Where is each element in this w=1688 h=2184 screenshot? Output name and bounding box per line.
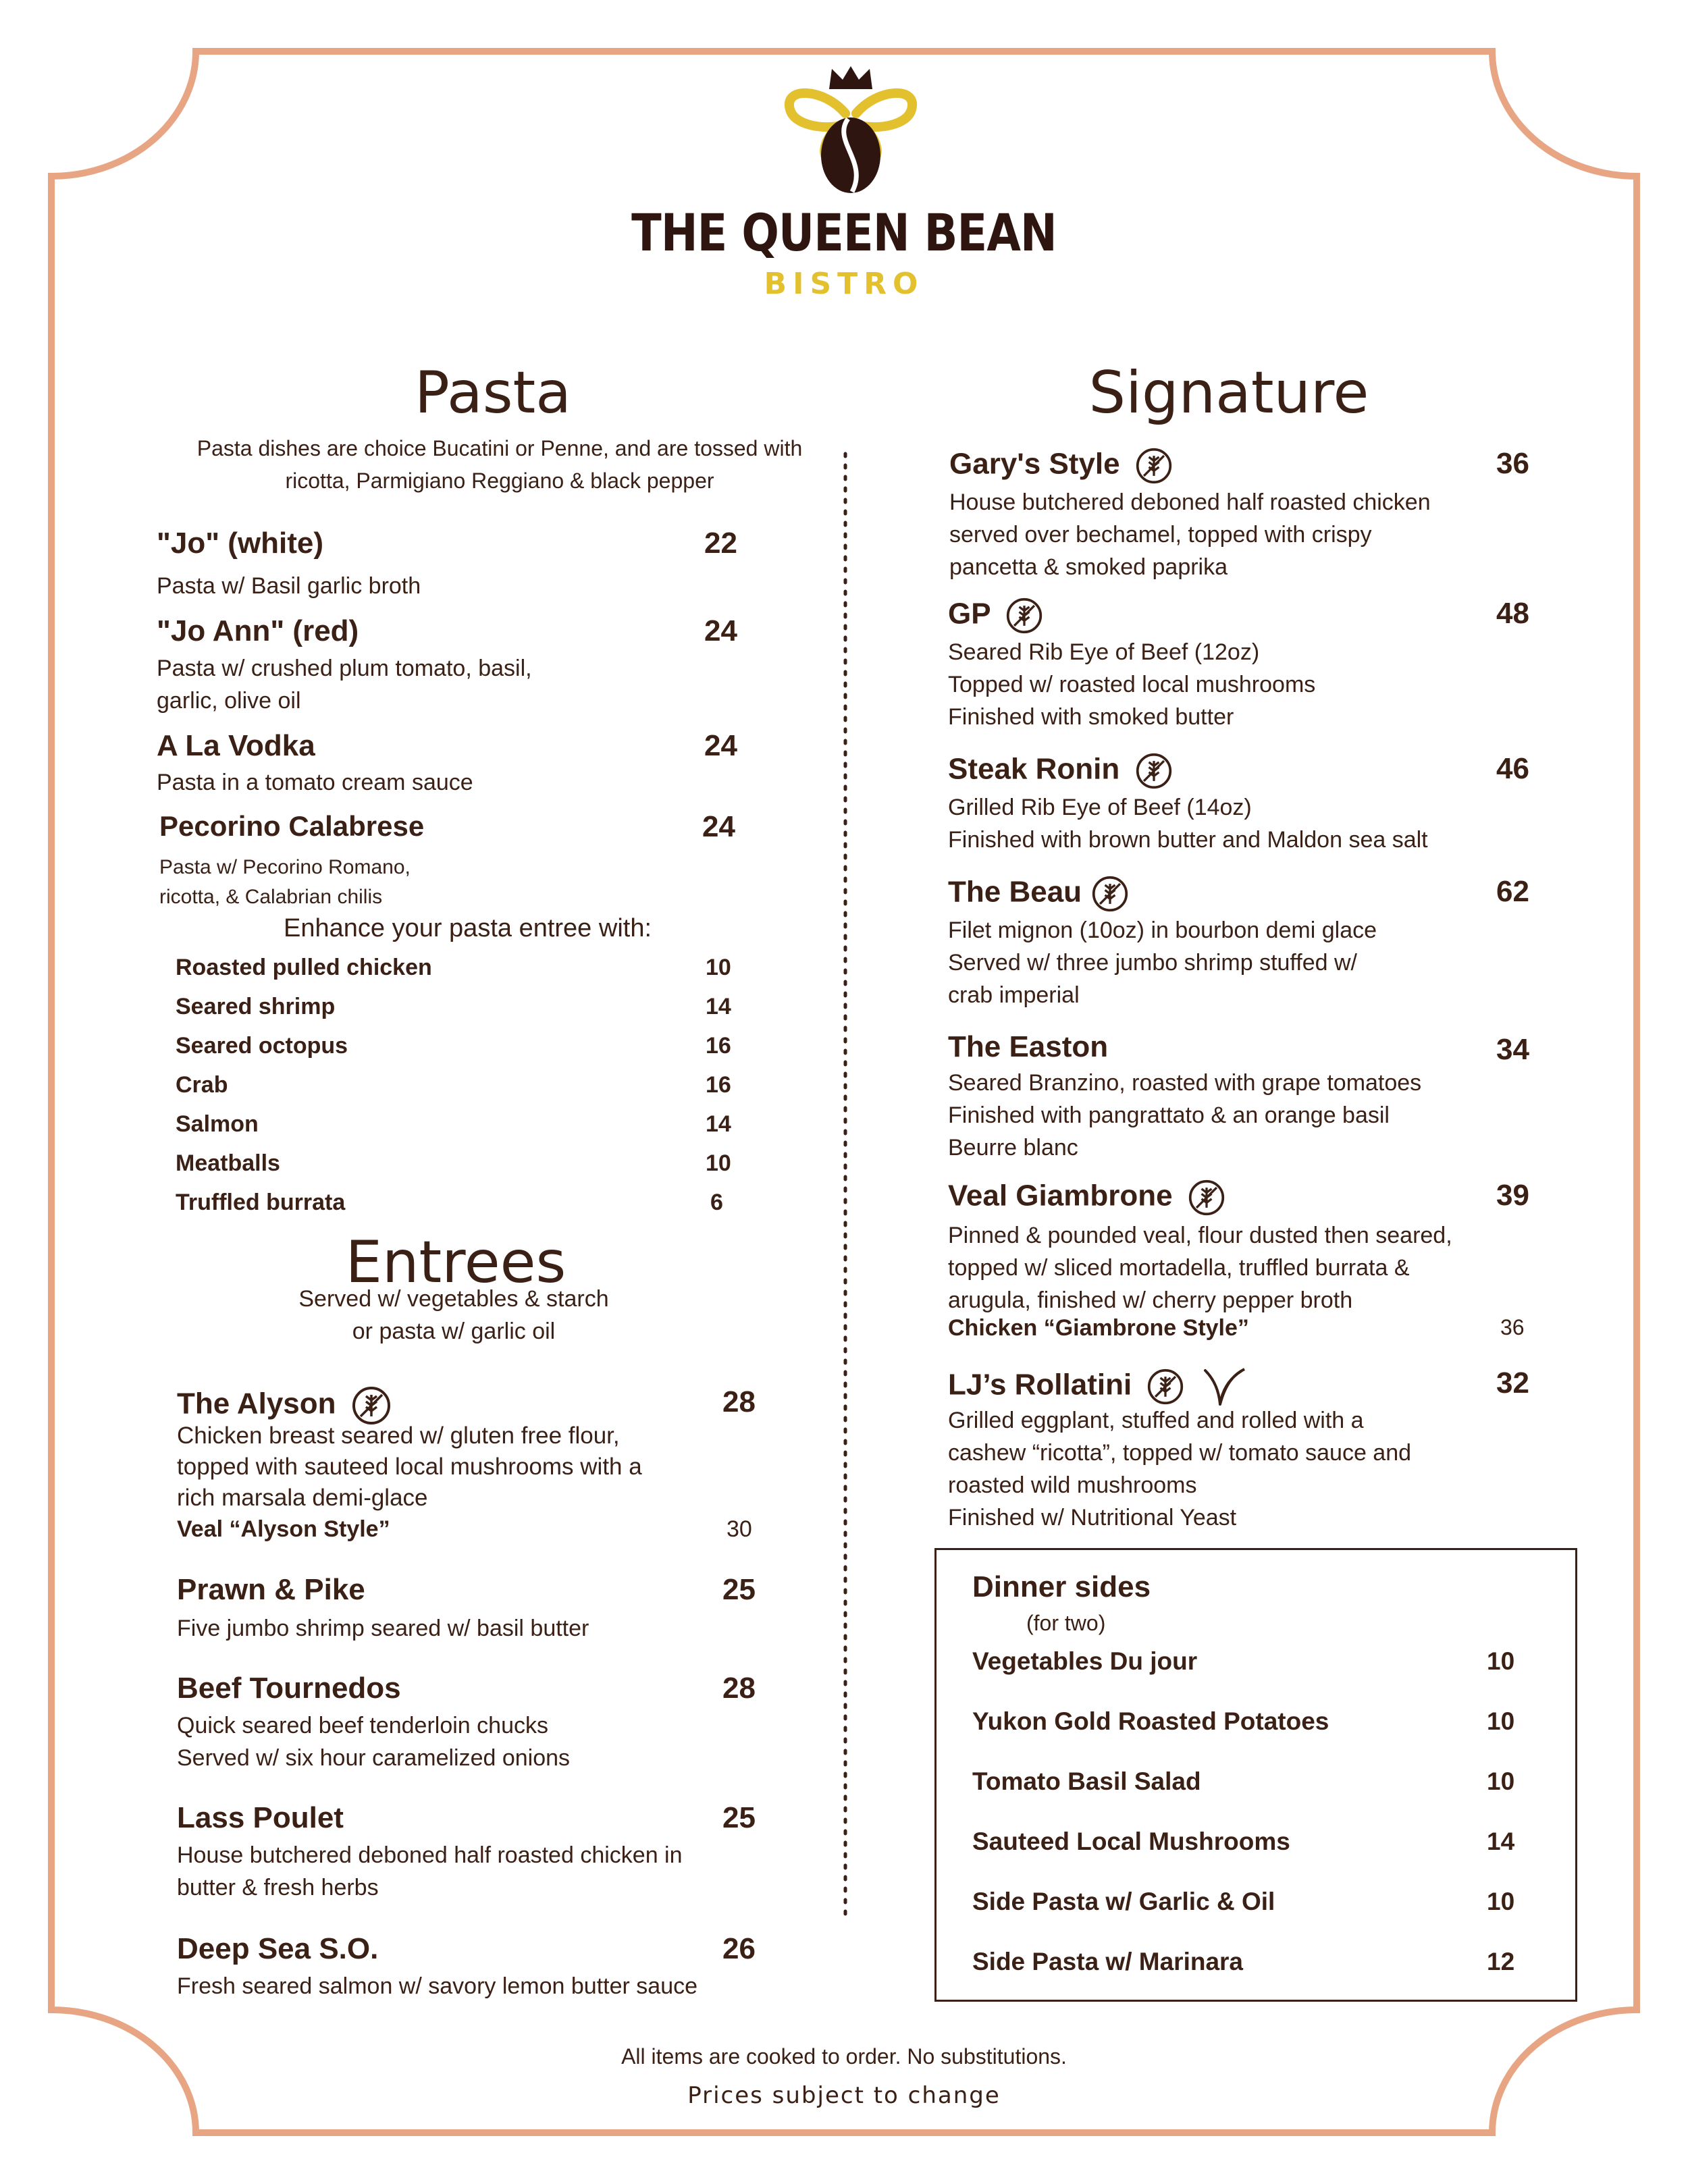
entree-item-desc: Fresh seared salmon w/ savory lemon butter sauce: [177, 1973, 698, 1999]
addon-name: Meatballs: [176, 1150, 280, 1176]
entree-item-name: Lass Poulet: [177, 1801, 344, 1834]
signature-item-desc: Filet mignon (10oz) in bourbon demi glace Served w/ three jumbo shrimp stuffed w/ crab imperial: [948, 917, 1377, 1008]
brand-name: THE QUEEN BEAN: [631, 203, 1057, 263]
signature-item-price: 32: [1496, 1366, 1529, 1400]
side-name: Yukon Gold Roasted Potatoes: [972, 1707, 1329, 1735]
addon-price: 10: [706, 1150, 731, 1176]
pasta-item-desc: Pasta w/ Pecorino Romano, ricotta, & Calabrian chilis: [159, 856, 411, 908]
addon-row: [176, 955, 736, 994]
entree-item-price: 26: [722, 1932, 756, 1965]
signature-item-price: 62: [1496, 875, 1529, 908]
enhance-title: Enhance your pasta entree with:: [284, 914, 652, 942]
addon-price: 14: [706, 994, 731, 1019]
pasta-item-desc: Pasta w/ crushed plum tomato, basil, garlic, olive oil: [157, 656, 532, 714]
addon-price: 14: [706, 1111, 731, 1137]
entree-item-price: 25: [722, 1573, 756, 1606]
vegan-leaf-icon: [1200, 1366, 1247, 1407]
signature-title: Signature: [1088, 359, 1369, 427]
signature-item-desc: House butchered deboned half roasted chicken served over bechamel, topped with crispy pancetta & smoked paprika: [949, 489, 1431, 580]
sides-list: [972, 1647, 1526, 2008]
addon-row: [176, 1111, 736, 1150]
signature-item-price: 48: [1496, 597, 1529, 630]
pasta-item-desc: Pasta in a tomato cream sauce: [157, 770, 473, 795]
signature-item-price: 39: [1496, 1179, 1529, 1212]
signature-item-name: The Beau: [948, 875, 1129, 913]
pasta-item-name: "Jo Ann" (red): [157, 614, 359, 647]
side-row: [972, 1888, 1526, 1948]
signature-item-name: LJ’s Rollatini: [948, 1366, 1247, 1407]
signature-item-name: The Easton: [948, 1030, 1109, 1063]
signature-variant-name: Chicken “Giambrone Style”: [948, 1315, 1249, 1341]
queen-bee-logo: [770, 61, 932, 196]
gluten-free-icon: [1005, 597, 1043, 635]
entree-item-name: Prawn & Pike: [177, 1573, 365, 1606]
entree-item-desc: House butchered deboned half roasted chicken in butter & fresh herbs: [177, 1842, 683, 1900]
side-name: Side Pasta w/ Marinara: [972, 1948, 1244, 1975]
pasta-addons: [176, 955, 736, 1229]
signature-item-name: Veal Giambrone: [948, 1179, 1225, 1217]
pasta-item-price: 24: [704, 729, 737, 762]
side-name: Side Pasta w/ Garlic & Oil: [972, 1888, 1275, 1915]
side-price: 12: [1487, 1948, 1515, 1975]
entrees-note: Served w/ vegetables & starch or pasta w/ garlic oil: [298, 1286, 609, 1344]
gluten-free-icon: [1135, 752, 1173, 790]
gluten-free-icon: [1135, 447, 1173, 485]
gluten-free-icon: [1146, 1368, 1184, 1406]
entree-item-price: 25: [722, 1801, 756, 1834]
addon-name: Roasted pulled chicken: [176, 955, 432, 980]
entree-item-name: Deep Sea S.O.: [177, 1932, 379, 1965]
signature-item-price: 36: [1496, 447, 1529, 480]
side-row: [972, 1948, 1526, 2008]
entree-item-name: Beef Tournedos: [177, 1672, 401, 1705]
signature-item-desc: Pinned & pounded veal, flour dusted then seared, topped w/ sliced mortadella, truffled burrata & arugula, finished w/ cherry pepper broth: [948, 1223, 1452, 1313]
pasta-item-name: Pecorino Calabrese: [159, 810, 425, 842]
entree-variant-name: Veal “Alyson Style”: [177, 1516, 390, 1542]
signature-item-desc: Seared Rib Eye of Beef (12oz) Topped w/ roasted local mushrooms Finished with smoked butter: [948, 639, 1316, 730]
entree-item-desc: Five jumbo shrimp seared w/ basil butter: [177, 1616, 589, 1641]
addon-name: Salmon: [176, 1111, 259, 1137]
entree-item-price: 28: [722, 1385, 756, 1418]
signature-item-desc: Grilled eggplant, stuffed and rolled with a cashew “ricotta”, topped w/ tomato sauce and roasted wild mushrooms Finished w/ Nutritional Yeast: [948, 1408, 1412, 1530]
entree-item-desc: Quick seared beef tenderloin chucks Served w/ six hour caramelized onions: [177, 1713, 571, 1771]
pasta-item-name: A La Vodka: [157, 729, 315, 762]
addon-name: Truffled burrata: [176, 1190, 346, 1215]
side-price: 14: [1487, 1828, 1515, 1855]
addon-price: 10: [706, 955, 731, 980]
addon-row: [176, 1072, 736, 1111]
sides-title: Dinner sides: [972, 1570, 1151, 1603]
footer-prices-note: Prices subject to change: [687, 2082, 1001, 2109]
addon-price: 16: [706, 1072, 731, 1098]
crown-icon: [829, 66, 872, 89]
side-row: [972, 1767, 1526, 1828]
addon-name: Seared octopus: [176, 1033, 348, 1059]
entree-item-price: 28: [722, 1672, 756, 1705]
footer-note: All items are cooked to order. No substitutions.: [621, 2044, 1067, 2069]
addon-price: 16: [706, 1033, 731, 1059]
entree-item-name: The Alyson: [177, 1385, 392, 1426]
side-price: 10: [1487, 1767, 1515, 1795]
signature-item-price: 46: [1496, 752, 1529, 785]
pasta-item-price: 24: [704, 614, 737, 647]
signature-item-name: Gary's Style: [949, 447, 1173, 485]
side-name: Vegetables Du jour: [972, 1647, 1198, 1675]
pasta-item-desc: Pasta w/ Basil garlic broth: [157, 573, 421, 599]
signature-item-price: 34: [1496, 1033, 1529, 1066]
pasta-item-price: 22: [704, 527, 737, 560]
coffee-bean-icon: [821, 117, 880, 193]
addon-name: Crab: [176, 1072, 228, 1098]
addon-price: 6: [710, 1190, 723, 1215]
pasta-item-name: "Jo" (white): [157, 527, 324, 560]
brand-subtitle: BISTRO: [764, 267, 924, 301]
addon-row: [176, 1033, 736, 1072]
gluten-free-icon: [1188, 1179, 1225, 1217]
side-price: 10: [1487, 1888, 1515, 1915]
signature-item-name: GP: [948, 597, 1043, 635]
signature-variant-price: 36: [1500, 1315, 1525, 1339]
side-row: [972, 1828, 1526, 1888]
addon-name: Seared shrimp: [176, 994, 336, 1019]
signature-item-desc: Grilled Rib Eye of Beef (14oz) Finished with brown butter and Maldon sea salt: [948, 795, 1428, 853]
side-name: Sauteed Local Mushrooms: [972, 1828, 1290, 1855]
side-row: [972, 1647, 1526, 1707]
side-row: [972, 1707, 1526, 1767]
addon-row: [176, 1150, 736, 1190]
side-price: 10: [1487, 1647, 1515, 1675]
signature-item-name: Steak Ronin: [948, 752, 1173, 790]
side-name: Tomato Basil Salad: [972, 1767, 1201, 1795]
sides-subtitle: (for two): [1026, 1611, 1106, 1635]
gluten-free-icon: [1091, 875, 1129, 913]
pasta-item-price: 24: [702, 810, 735, 843]
pasta-note: Pasta dishes are choice Bucatini or Penne, and are tossed with ricotta, Parmigiano Reggiano & black pepper: [196, 436, 803, 493]
gluten-free-icon: [351, 1385, 392, 1426]
addon-row: [176, 1190, 736, 1229]
entree-variant-price: 30: [727, 1516, 752, 1542]
pasta-title: Pasta: [415, 359, 571, 427]
entrees-title: Entrees: [345, 1229, 566, 1296]
entree-item-desc: Chicken breast seared w/ gluten free flour, topped with sauteed local mushrooms with a rich marsala demi-glace: [177, 1422, 642, 1511]
signature-item-desc: Seared Branzino, roasted with grape tomatoes Finished with pangrattato & an orange basil Beurre blanc: [948, 1070, 1422, 1161]
addon-row: [176, 994, 736, 1033]
side-price: 10: [1487, 1707, 1515, 1735]
